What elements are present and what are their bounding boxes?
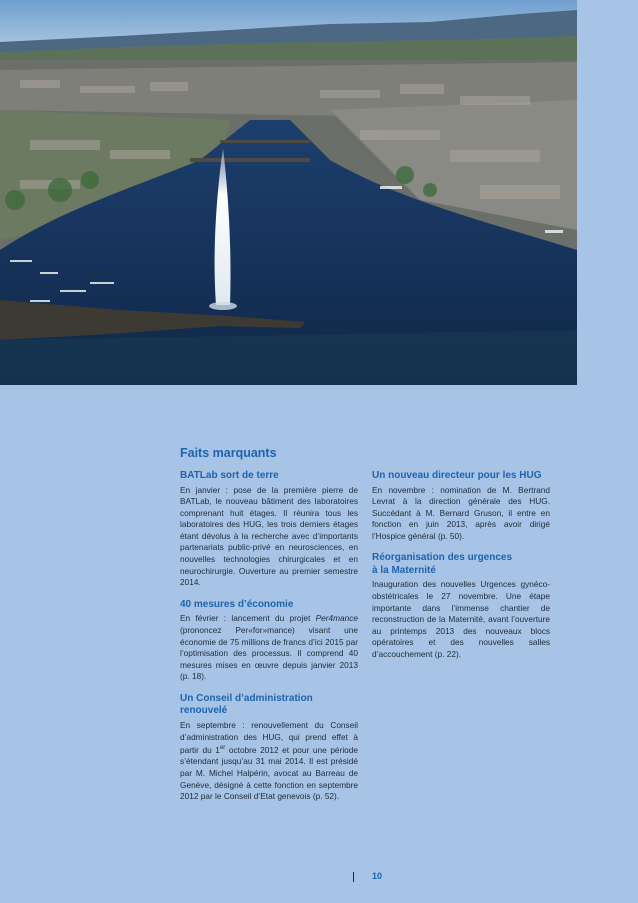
- article-title: [372, 552, 550, 577]
- title-line: à la Maternité: [372, 564, 436, 576]
- geneva-aerial-photo: [0, 0, 577, 385]
- body-text: (prononcez Per«for»mance) visant une économie de 75 millions de francs d’ici 2015 par l’optimisation des processus. Il comprend 40 mesures mises en œuvre depuis janvier 2013 (p. 18).: [180, 624, 358, 682]
- body-text: En septembre : renouvellement du Conseil d’administration des HUG, qui prend effet à partir du 1: [180, 719, 358, 755]
- title-line: Un Conseil d’administration: [180, 692, 313, 704]
- article-body: [180, 720, 358, 803]
- title-line: Réorganisation des urgences: [372, 552, 513, 564]
- article-body: En novembre : nomination de M. Bertrand Levrat à la direction générale des HUG. Succédant à M. Bernard Gruson, il entre en fonction en juin 2013, après avoir dirigé l’Hospice général (p. 50).: [372, 484, 550, 541]
- article-title: Un nouveau directeur pour les HUG: [372, 470, 542, 481]
- article-conseil: [180, 693, 358, 803]
- article-body: Inauguration des nouvelles Urgences gynéco-obstétricales le 27 novembre. Une étape importante dans l’immense chantier de reconstruction de la Maternité, avant l’ouverture au printemps 2013 des nouveaux blocs opératoires et des nouvelles salles d’accouchement (p. 22).: [372, 579, 550, 660]
- article-title: 40 mesures d’économie: [180, 598, 294, 610]
- article-title: BATLab sort de terre: [180, 470, 279, 481]
- article-title: [180, 693, 358, 718]
- article-body: [180, 613, 358, 683]
- article-urgences: [372, 552, 550, 660]
- article-body: En janvier : pose de la première pierre de BATLab, le nouveau bâtiment des laboratoires comprenant huit étages. Il réunira tous les laboratoires des HUG, les trois derniers étages étant dévolus à la recherche avec d’importants partenariats public-privé en neurosciences, en nouvelles technologies chirurgicales et en neurochirurgie. Ouverture au premier semestre 2014.: [180, 484, 358, 588]
- body-text: En février : lancement du projet: [180, 613, 316, 624]
- article-batlab: [180, 470, 358, 589]
- footer-divider: [353, 872, 354, 882]
- ordinal-suffix: er: [219, 745, 226, 752]
- project-name: Per4mance: [315, 613, 358, 624]
- right-column: [372, 470, 550, 671]
- page-number: 10: [372, 871, 383, 881]
- title-line: renouvelé: [180, 705, 228, 717]
- article-directeur: [372, 470, 550, 542]
- body-text: octobre 2012 et pour une période s’étendant jusqu’au 31 mai 2014. Il est présidé par M. Michel Halpérin, avocat au Barreau de Genève, désigné à cette fonction en septembre 2012 par le Conseil d’Etat genevois (p. 52).: [180, 744, 359, 802]
- article-economies: [180, 599, 358, 683]
- section-heading: Faits marquants: [180, 446, 277, 460]
- left-column: [180, 470, 358, 813]
